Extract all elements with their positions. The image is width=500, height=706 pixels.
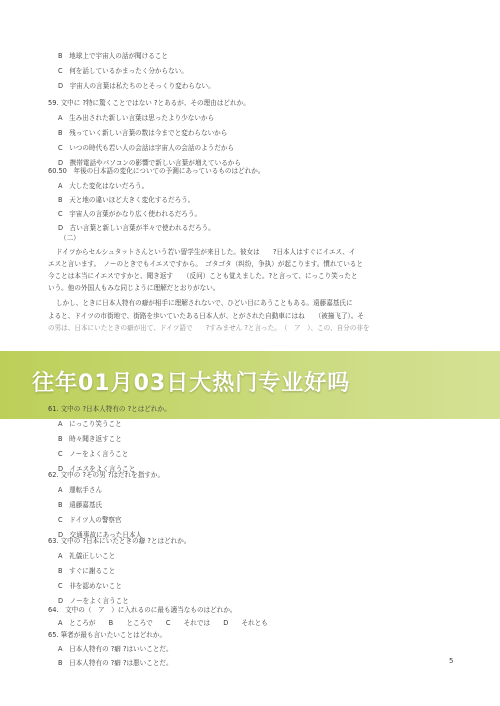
option-line: A 生み出された新しい言葉は思ったより少ないから bbox=[58, 114, 215, 122]
option-line: B 時々聞き返すこと bbox=[58, 435, 122, 443]
option-line: C 宇宙人の言葉がかなり広く使われるだろう。 bbox=[58, 210, 202, 218]
option-line: B 天と地の違いほど大きく変化するだろう。 bbox=[58, 196, 195, 204]
option-line: A 礼儀正しいこと bbox=[58, 552, 116, 560]
question-60: 60.50 年後の日本語の変化についての予測にあっているものはどれか。 bbox=[48, 167, 265, 175]
passage-line: よると、ドイツの市街地で、街路を歩いていたある日本人が、とがされた自動車にはね （被撞飞了）。そ bbox=[48, 312, 365, 320]
question-62: 62. 文中の ?その男 ?はだれを指すか。 bbox=[48, 471, 165, 479]
option-line: D 携帯電話やパソコンの影響で新しい言葉が増えているから bbox=[58, 159, 241, 167]
option-line: A 大した変化はないだろう。 bbox=[58, 182, 149, 190]
passage-line: しかし、ときに日本人特有の癖が相手に理解されないで、ひどい目にあうこともある。遠藤嘉基氏に bbox=[56, 299, 353, 307]
option-line: C いつの時代も若い人の会話は宇宙人の会話のようだから bbox=[58, 144, 235, 152]
option-line: C ドイツ人の警察官 bbox=[58, 516, 122, 524]
passage-line: いう。他の外国人もみな同じように理解だとおりがない。 bbox=[48, 284, 220, 292]
option-line: D 宇宙人の言葉は私たちのとそっくり変わらない。 bbox=[58, 82, 215, 90]
option-line: A 日本人特有の ?癖 ?はいいことだ。 bbox=[58, 645, 173, 653]
question-65: 65. 筆者が最も言いたいことはどれか。 bbox=[48, 631, 167, 639]
passage-line: ドイツからセルシュタットさんという若い留学生が来日した。彼女は ?日本人はすぐにイエス、イ bbox=[56, 248, 356, 256]
option-line: D ノーをよく言うこと bbox=[58, 597, 129, 605]
option-line: D 交通事故にあった日本人 bbox=[58, 531, 143, 539]
option-line: A ところが B ところで C それでは D それとも bbox=[58, 619, 268, 627]
option-line: C 非を認めないこと bbox=[58, 582, 122, 590]
passage-line: の男は、日本にいたときの癖が出て、ドイツ語で ?すみません ?と言った。 （ ア ）、この、自分の非を bbox=[48, 324, 370, 332]
option-line: B 日本人特有の ?癖 ?は悪いことだ。 bbox=[58, 659, 173, 667]
option-line: B すぐに謝ること bbox=[58, 567, 116, 575]
option-line: B 地球上で宇宙人の話が聞けること bbox=[58, 52, 169, 60]
option-line: D イエスをよく言うこと bbox=[58, 465, 136, 473]
page-number: 5 bbox=[449, 657, 454, 665]
option-line: A にっこり笑うこと bbox=[58, 420, 122, 428]
passage-line: 今ことは本当にイエスですかと、聞き返す （反问）ことも覚えました。?と言って、にっこり笑ったと bbox=[48, 272, 358, 280]
question-63: 63. 文中の ?日本にいたときの癖 ?とはどれか。 bbox=[48, 537, 191, 545]
passage-line: エスと言います。 ノーのときでもイエスですから。 ゴタゴタ（纠纷，争执）が起こります。慣れていると bbox=[48, 260, 363, 268]
option-line: B 残っていく新しい言葉の数は今までと変わらないから bbox=[58, 129, 228, 137]
banner-title: 往年01月03日大热门专业好吗 bbox=[32, 371, 351, 396]
option-line: A 運転手さん bbox=[58, 486, 103, 494]
option-line: C 何を話しているかまったく分からない。 bbox=[58, 67, 188, 75]
section-heading: （二） bbox=[60, 234, 80, 242]
option-line: C ノーをよく言うこと bbox=[58, 450, 129, 458]
question-59: 59. 文中に ?特に驚くことではない ?とあるが、その理由はどれか。 bbox=[48, 99, 250, 107]
option-line: D 古い言葉と新しい言葉が半々で使われるだろう。 bbox=[58, 224, 215, 232]
option-line: B 遠藤嘉基氏 bbox=[58, 501, 103, 509]
question-61: 61. 文中の ?日本人特有の ?とはどれか。 bbox=[48, 405, 171, 413]
question-64: 64. 文中の（ ア ）に入れるのに最も適当なものはどれか。 bbox=[48, 606, 237, 614]
